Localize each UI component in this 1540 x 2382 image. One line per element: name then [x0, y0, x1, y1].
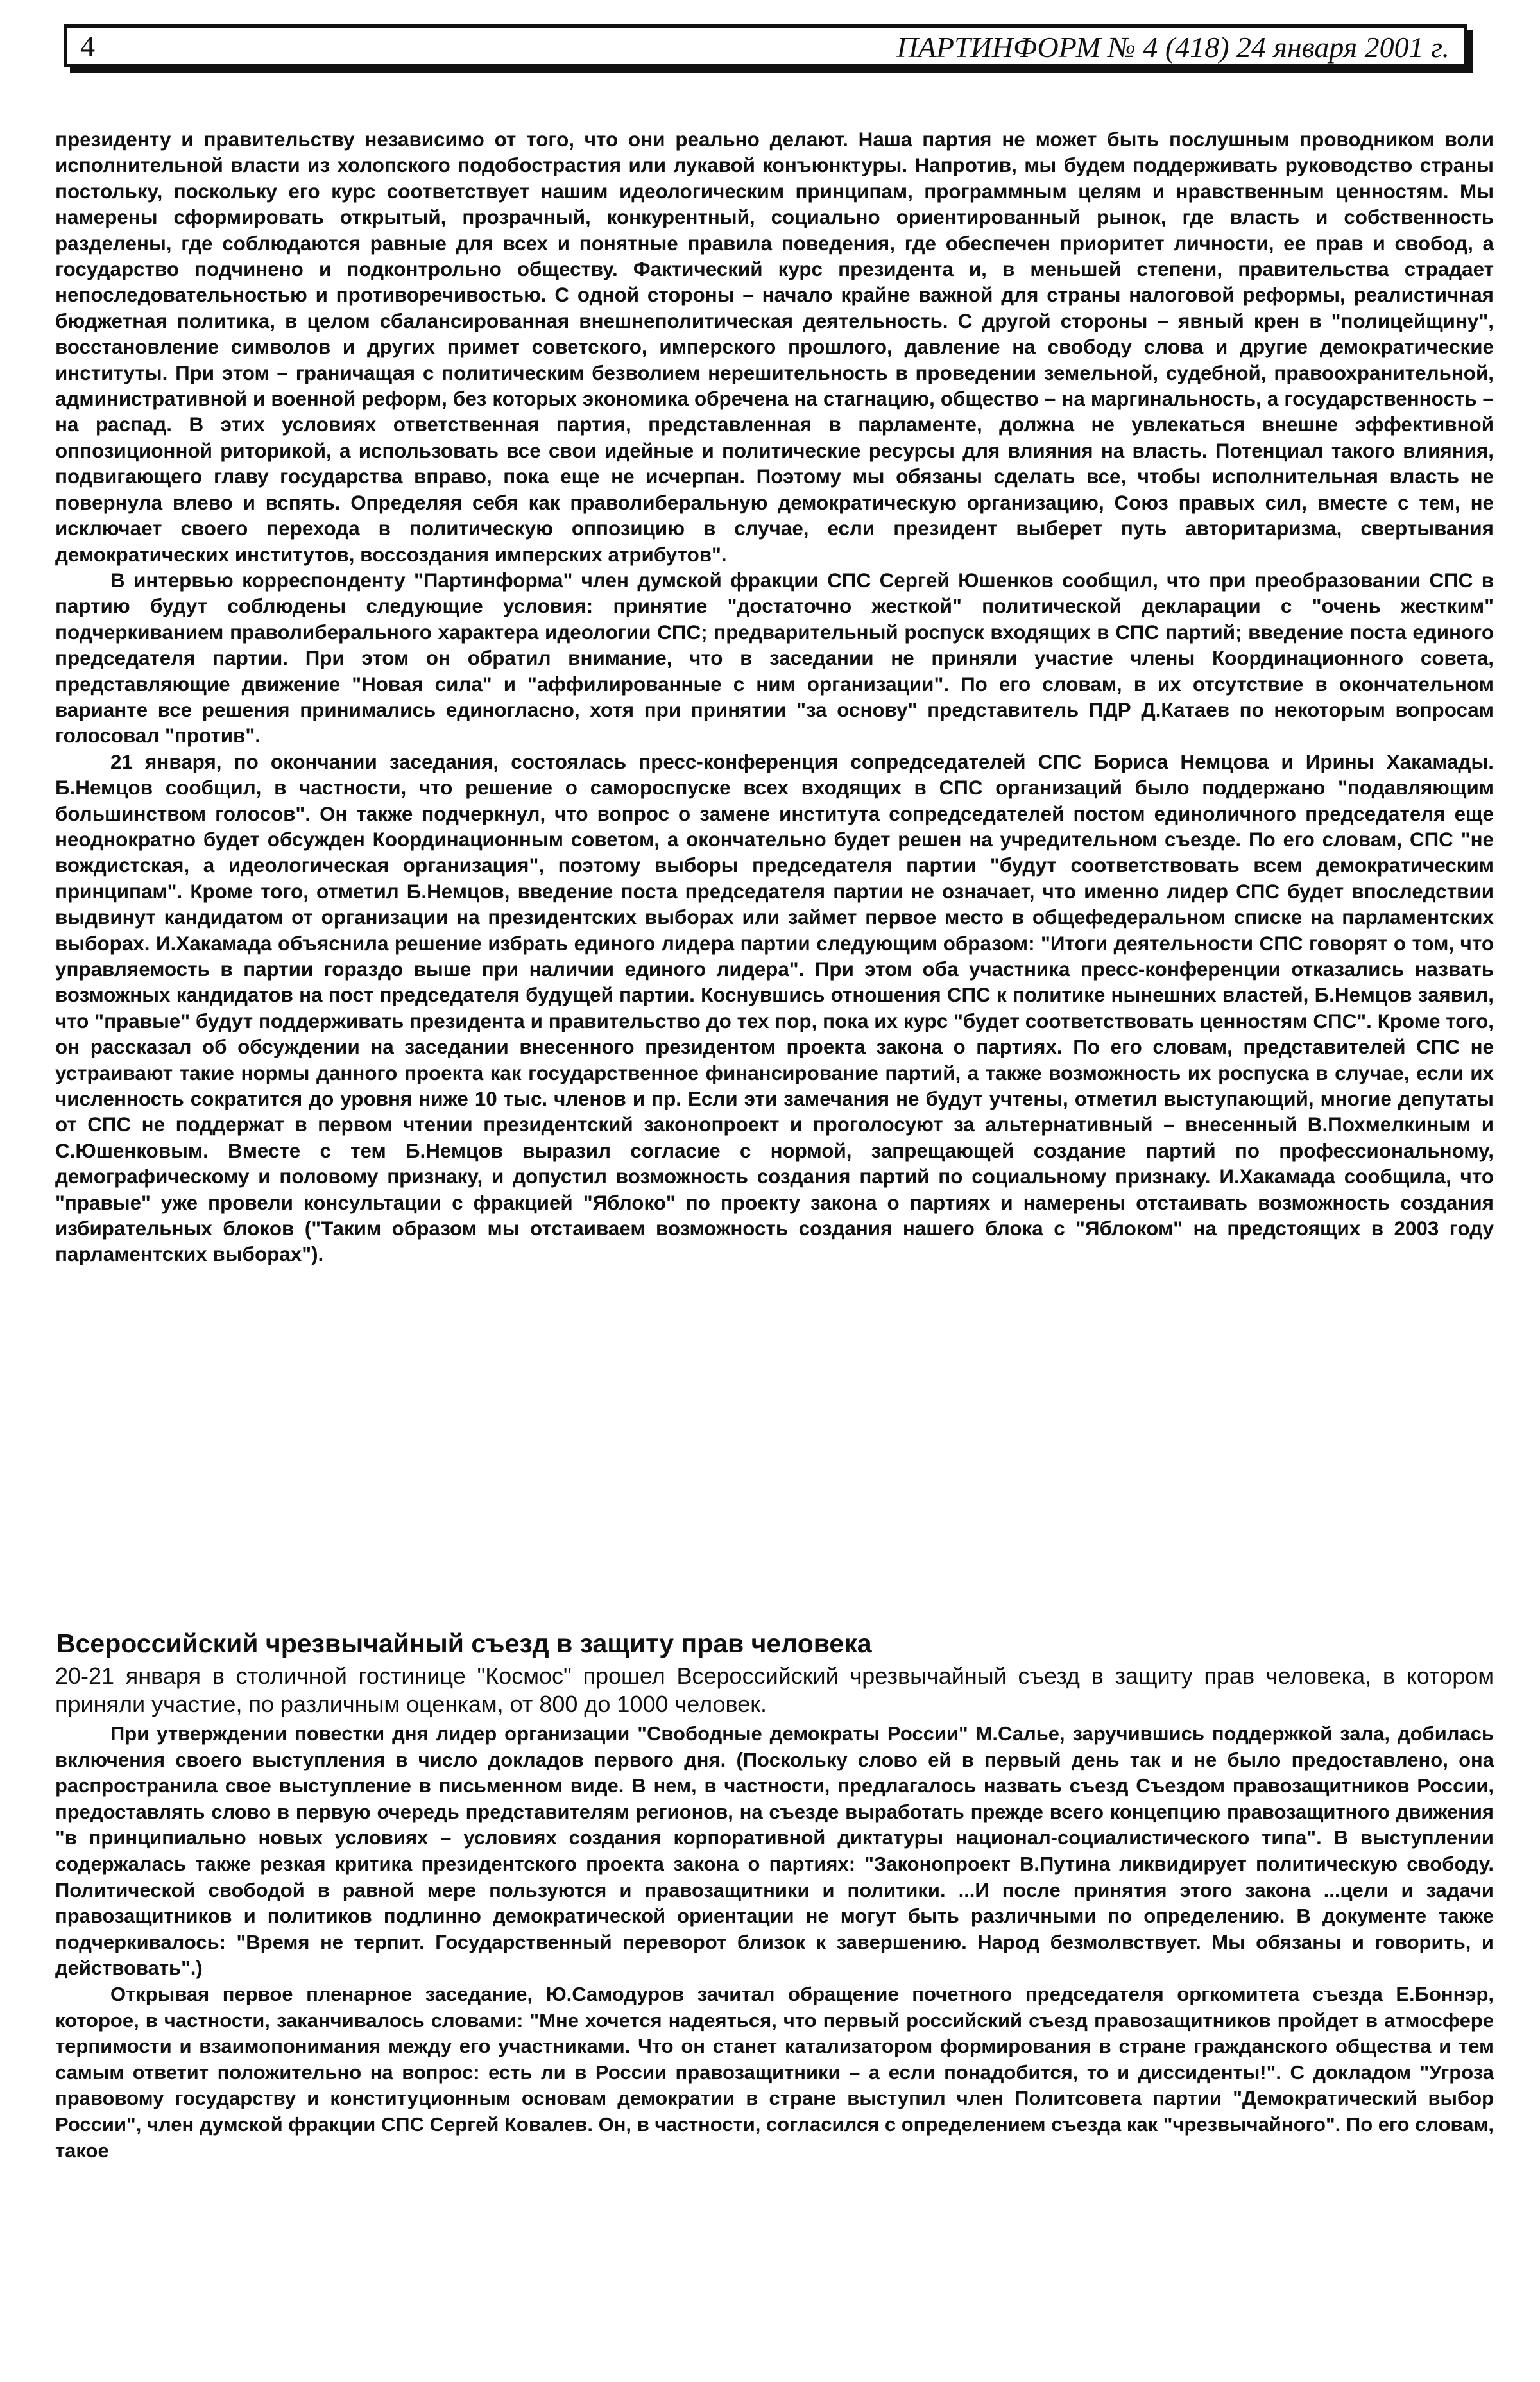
page-header	[64, 24, 1467, 67]
section-paragraph: При утверждении повестки дня лидер организации "Свободные демократы России" М.Салье, заручившись поддержкой зала, добилась включения своего выступления в число докладов первого дня. (Поскольку слово ей в первый день так и не было предоставлено, она распространила свое выступление в письменном виде. В нем, в частности, предлагалось назвать съезд Съездом правозащитников России, предоставлять слово в первую очередь представителям регионов, на съезде выработать прежде всего концепцию правозащитного движения "в принципиально новых условиях – условиях создания корпоративной диктатуры национал-социалистического типа". В выступлении содержалась также резкая критика президентского проекта закона о партиях: "Законопроект В.Путина ликвидирует политическую свободу. Политической свободой в равной мере пользуются и правозащитники и политики. ...И после принятия этого закона ...цели и задачи правозащитников и политиков подлинно демократической ориентации не могут быть различными по определению. В документе также подчеркивалось: "Время не терпит. Государственный переворот близок к завершению. Народ безмолвствует. Мы обязаны и говорить, и действовать".)	[55, 1722, 1494, 1980]
section-lead: 20-21 января в столичной гостинице "Космос" прошел Всероссийский чрезвычайный съезд в защиту прав человека, в котором приняли участие, по различным оценкам, от 800 до 1000 человек.	[55, 1663, 1494, 1717]
article-paragraph: президенту и правительству независимо от того, что они реально делают. Наша партия не может быть послушным проводником воли исполнительной власти из холопского подобострастия или лукавой конъюнктуры. Напротив, мы будем поддерживать руководство страны постольку, поскольку его курс соответствует нашим идеологическим принципам, программным целям и нравственным ценностям. Мы намерены сформировать открытый, прозрачный, конкурентный, социально ориентированный рынок, где власть и собственность разделены, где соблюдаются равные для всех и понятные правила поведения, где обеспечен приоритет личности, ее прав и свобод, а государство подчинено и подконтрольно обществу. Фактический курс президента и, в меньшей степени, правительства страдает непоследовательностью и противоречивостью. С одной стороны – начало крайне важной для страны налоговой реформы, реалистичная бюджетная политика, в целом сбалансированная внешнеполитическая деятельность. С другой стороны – явный крен в "полицейщину", восстановление символов и других примет советского, имперского прошлого, давление на свободу слова и другие демократические институты. При этом – граничащая с политическим безволием нерешительность в проведении земельной, судебной, правоохранительной, административной и военной реформ, без которых экономика обречена на стагнацию, общество – на маргинальность, а государственность – на распад. В этих условиях ответственная партия, представленная в парламенте, должна не увлекаться внешне эффективной оппозиционной риторикой, а использовать все свои идейные и политические ресурсы для влияния на власть. Потенциал такого влияния, подвигающего главу государства вправо, пока еще не исчерпан. Поэтому мы обязаны сделать все, чтобы исполнительная власть не повернула влево и вспять. Определяя себя как праволиберальную демократическую организацию, Союз правых сил, вместе с тем, не исключает своего перехода в политическую оппозицию в случае, если президент выберет путь авторитаризма, свертывания демократических институтов, воссоздания имперских атрибутов".	[55, 128, 1494, 566]
section-heading: Всероссийский чрезвычайный съезд в защиту прав человека	[56, 1629, 872, 1658]
article-paragraph: В интервью корреспонденту "Партинформа" член думской фракции СПС Сергей Юшенков сообщил, что при преобразовании СПС в партию будут соблюдены следующие условия: принятие "достаточно жесткой" политической декларации с "очень жестким" подчеркиванием праволиберального характера идеологии СПС; предварительный роспуск входящих в СПС партий; введение поста единого председателя партии. При этом он обратил внимание, что в заседании не приняли участие члены Координационного совета, представляющие движение "Новая сила" и "аффилированные с ним организации". По его словам, в их отсутствие в окончательном варианте все решения принимались единогласно, хотя при принятии "за основу" представитель ПДР Д.Катаев по некоторым вопросам голосовал "против".	[55, 569, 1494, 748]
page-number: 4	[80, 30, 95, 62]
section-paragraph: Открывая первое пленарное заседание, Ю.Самодуров зачитал обращение почетного председателя оргкомитета съезда Е.Боннэр, которое, в частности, заканчивалось словами: "Мне хочется надеяться, что первый российский съезд правозащитников пройдет в атмосфере терпимости и взаимопонимания между его участниками. Что он станет катализатором формирования в стране гражданского общества и тем самым ответит положительно на вопрос: есть ли в России правозащитники – а если понадобится, то и диссиденты!". С докладом "Угроза правовому государству и конституционным основам демократии в стране выступил член Политсовета партии "Демократический выбор России", член думской фракции СПС Сергей Ковалев. Он, в частности, согласился с определением съезда как "чрезвычайного". По его словам, такое	[55, 1982, 1494, 2162]
congress-section	[55, 1627, 1494, 2164]
article-body	[55, 127, 1494, 1268]
article-paragraph: 21 января, по окончании заседания, состоялась пресс-конференция сопредседателей СПС Бориса Немцова и Ирины Хакамады. Б.Немцов сообщил, в частности, что решение о самороспуске всех входящих в СПС организаций было поддержано "подавляющим большинством голосов". Он также подчеркнул, что вопрос о замене института сопредседателей постом единоличного председателя еще неоднократно будет обсужден Координационным советом, а окончательно будет решен на учредительном съезде. По его словам, СПС "не вождистская, а идеологическая организация", поэтому выборы председателя партии "будут соответствовать всем демократическим принципам". Кроме того, отметил Б.Немцов, введение поста председателя партии не означает, что именно лидер СПС будет впоследствии выдвинут кандидатом от организации на президентских выборах или займет первое место в общефедеральном списке на парламентских выборах. И.Хакамада объяснила решение избрать единого лидера партии следующим образом: "Итоги деятельности СПС говорят о том, что управляемость в партии гораздо выше при наличии единого лидера". При этом оба участника пресс-конференции отказались назвать возможных кандидатов на пост председателя будущей партии. Коснувшись отношения СПС к политике нынешних властей, Б.Немцов заявил, что "правые" будут поддерживать президента и правительство до тех пор, пока их курс "будет соответствовать ценностям СПС". Кроме того, он рассказал об обсуждении на заседании внесенного президентом проекта закона о партиях. По его словам, представителей СПС не устраивают такие нормы данного проекта как государственное финансирование партий, а также возможность их роспуска в случае, если их численность сократится до уровня ниже 10 тыс. членов и пр. Если эти замечания не будут учтены, отметил выступающий, многие депутаты от СПС не поддержат в первом чтении президентский законопроект и проголосуют за альтернативный – внесенный В.Похмелкиным и С.Юшенковым. Вместе с тем Б.Немцов выразил согласие с нормой, запрещающей создание партий по профессиональному, демографическому и половому признаку, и допустил возможность создания партий по социальному признаку. И.Хакамада сообщила, что "правые" уже провели консультации с фракцией "Яблоко" по проекту закона о партиях и намерены отстаивать возможность создания избирательных блоков ("Таким образом мы отстаиваем возможность создания нашего блока с "Яблоком" на предстоящих в 2003 году парламентских выборах").	[55, 750, 1494, 1266]
masthead: ПАРТИНФОРМ № 4 (418) 24 января 2001 г.	[896, 31, 1450, 64]
